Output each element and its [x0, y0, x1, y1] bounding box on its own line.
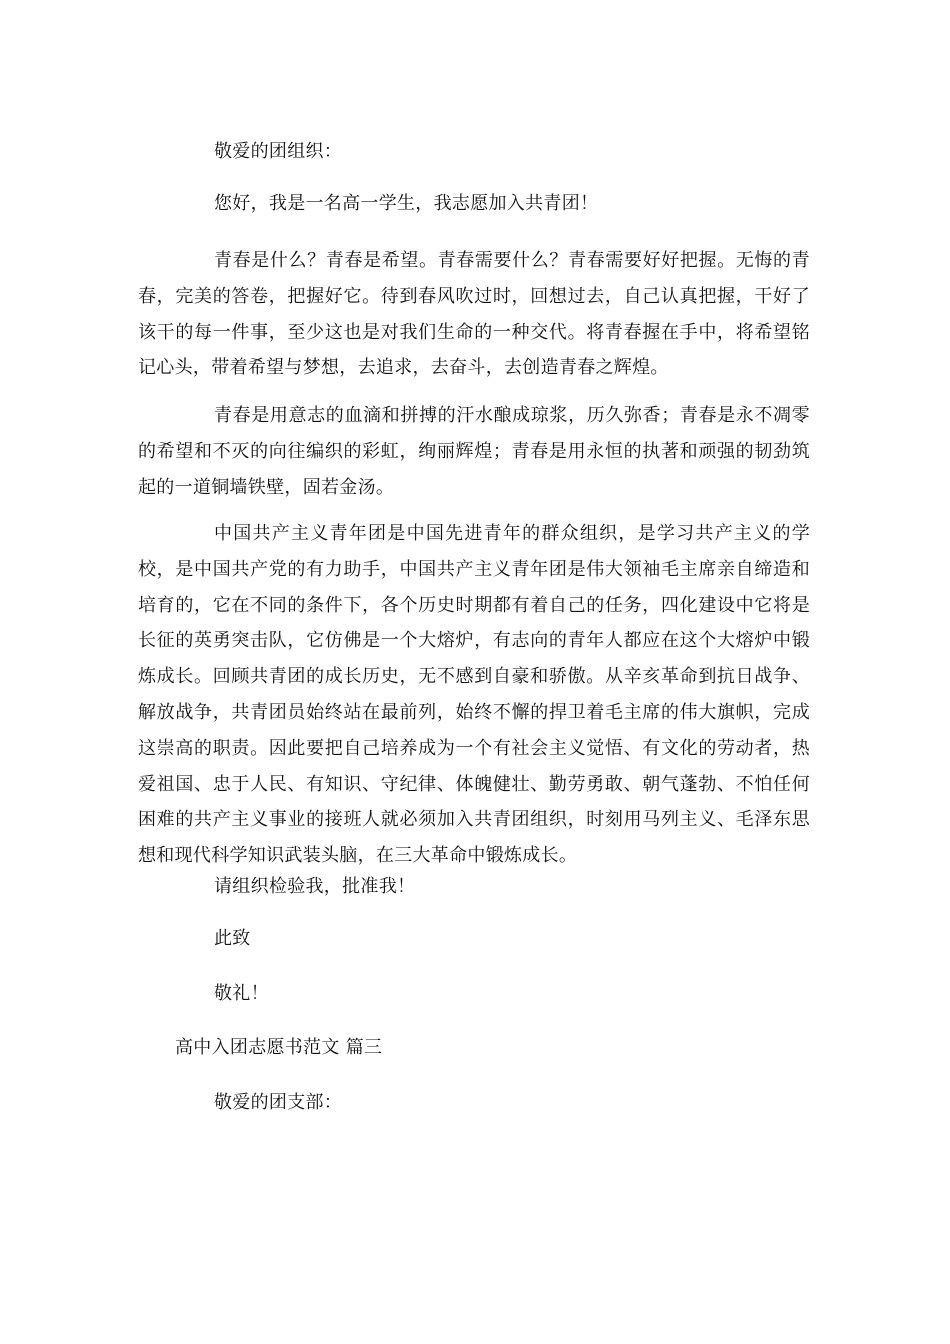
- section-title: 高中入团志愿书范文 篇三: [175, 1037, 383, 1058]
- closing-1: 此致: [214, 928, 251, 949]
- greeting: 您好，我是一名高一学生，我志愿加入共青团！: [214, 193, 599, 214]
- request-line: 请组织检验我，批准我！: [214, 876, 416, 897]
- closing-2: 敬礼！: [214, 983, 269, 1004]
- paragraph-2: 青春是用意志的血滴和拼搏的汗水酿成琼浆，历久弥香；青春是永不凋零的希望和不灭的向往编织的彩虹，绚丽辉煌；青春是用永恒的执著和顽强的韧劲筑起的一道铜墙铁壁，固若金汤。: [138, 405, 810, 498]
- paragraph-3: 中国共产主义青年团是中国先进青年的群众组织，是学习共产主义的学校，是中国共产党的有力助手，中国共产主义青年团是伟大领袖毛主席亲自缔造和培育的，它在不同的条件下，各个历史时期都有着自己的任务，四化建设中它将是长征的英勇突击队，它仿佛是一个大熔炉，有志向的青年人都应在这个大熔炉中锻炼成长。回顾共青团的成长历史，无不感到自豪和骄傲。从辛亥革命到抗日战争、解放战争，共青团员始终站在最前列，始终不懈的捍卫着毛主席的伟大旗帜，完成这崇高的职责。因此要把自己培养成为一个有社会主义觉悟、有文化的劳动者，热爱祖国、忠于人民、有知识、守纪律、体魄健壮、勤劳勇敢、朝气蓬勃、不怕任何困难的共产主义事业的接班人就必须加入共青团组织，时刻用马列主义、毛泽东思想和现代科学知识武装头脑，在三大革命中锻炼成长。: [138, 523, 810, 867]
- salutation-1: 敬爱的团组织：: [214, 141, 343, 162]
- salutation-2: 敬爱的团支部：: [214, 1092, 343, 1113]
- paragraph-1: 青春是什么？青春是希望。青春需要什么？青春需要好好把握。无悔的青春，完美的答卷，把握好它。待到春风吹过时，回想过去，自己认真把握，干好了该干的每一件事，至少这也是对我们生命的一种交代。将青春握在手中，将希望铭记心头，带着希望与梦想，去追求，去奋斗，去创造青春之辉煌。: [138, 250, 810, 379]
